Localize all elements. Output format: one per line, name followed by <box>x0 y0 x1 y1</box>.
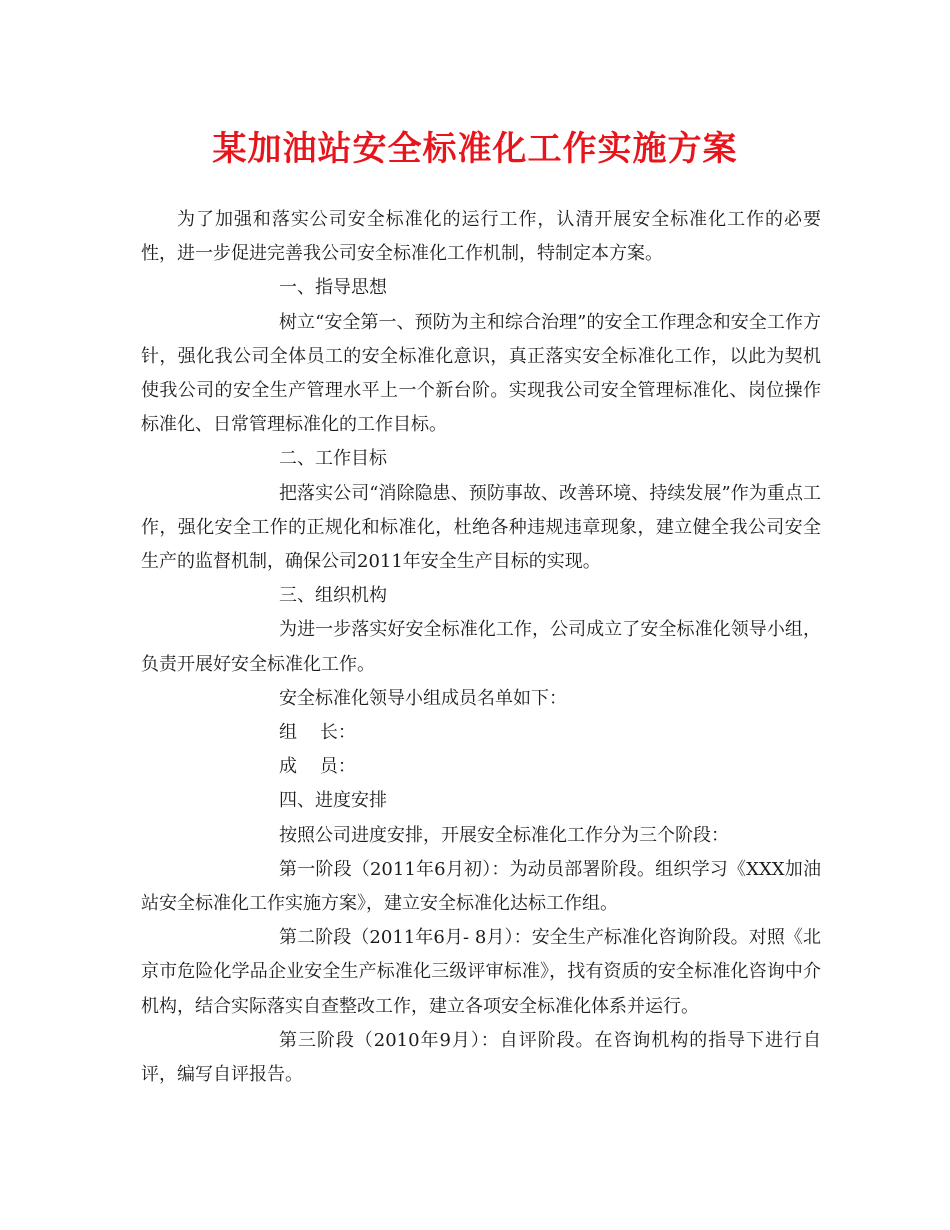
section-3-heading: 三、组织机构 <box>279 585 387 607</box>
leader-line: 组 长： <box>279 722 356 744</box>
section-4-intro: 按照公司进度安排，开展安全标准化工作分为三个阶段： <box>279 824 729 846</box>
section-3-paragraph: 为进一步落实好安全标准化工作，公司成立了安全标准化领导小组，负责开展好安全标准化工作。 <box>141 619 821 675</box>
section-1-heading: 一、指导思想 <box>279 277 387 299</box>
document-title: 某加油站安全标准化工作实施方案 <box>212 129 738 169</box>
stage-2-paragraph: 第二阶段（2011年6月- 8月）：安全生产标准化咨询阶段。对照《北京市危险化学品企业安全生产标准化三级评审标准》，找有资质的安全标准化咨询中介机构，结合实际落实自查整改工作，建立各项安全标准化体系并运行。 <box>141 927 821 1017</box>
intro-paragraph: 为了加强和落实公司安全标准化的运行工作，认清开展安全标准化工作的必要性，进一步促进完善我公司安全标准化工作机制，特制定本方案。 <box>141 209 821 265</box>
stage-1-paragraph: 第一阶段（2011年6月初）：为动员部署阶段。组织学习《XXX加油站安全标准化工作实施方案》，建立安全标准化达标工作组。 <box>141 858 821 915</box>
members-line: 成 员： <box>279 756 356 778</box>
stage-3-paragraph: 第三阶段（2010年9月）：自评阶段。在咨询机构的指导下进行自评，编写自评报告。 <box>141 1029 821 1086</box>
document-body <box>141 203 821 1092</box>
section-4-heading: 四、进度安排 <box>279 790 387 812</box>
section-2-heading: 二、工作目标 <box>279 448 387 470</box>
member-list-intro: 安全标准化领导小组成员名单如下： <box>279 687 567 709</box>
section-1-paragraph: 树立“安全第一、预防为主和综合治理”的安全工作理念和安全工作方针，强化我公司全体员工的安全标准化意识，真正落实安全标准化工作，以此为契机使我公司的安全生产管理水平上一个新台阶。实现我公司安全管理标准化、岗位操作标准化、日常管理标准化的工作目标。 <box>141 311 821 436</box>
section-2-paragraph: 把落实公司“消除隐患、预防事故、改善环境、持续发展”作为重点工作，强化安全工作的正规化和标准化，杜绝各种违规违章现象，建立健全我公司安全生产的监督机制，确保公司2011年安全生产目标的实现。 <box>141 482 821 573</box>
